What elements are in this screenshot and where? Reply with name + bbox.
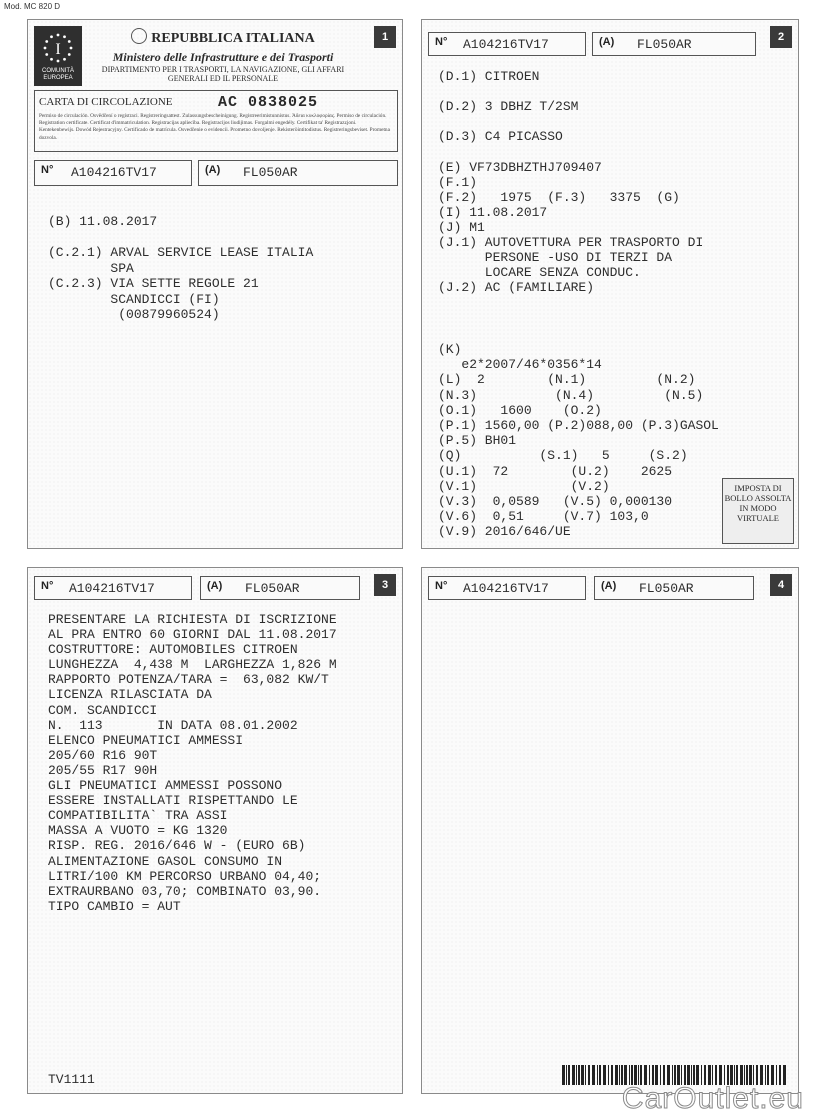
text-line: (N.3) (N.4) (N.5): [438, 387, 704, 403]
plate-field: [200, 576, 360, 600]
text-line: ELENCO PNEUMATICI AMMESSI: [48, 732, 244, 748]
text-line: (D.3) C4 PICASSO: [438, 129, 563, 145]
text-line: GLI PNEUMATICI AMMESSI POSSONO: [48, 778, 283, 794]
text-line: [438, 114, 703, 129]
text-line: SPA: [48, 260, 134, 276]
text-line: (L) 2 (N.1) (N.2): [438, 372, 696, 388]
text-line: COM. SCANDICCI: [48, 702, 158, 718]
registration-page-4: [421, 567, 799, 1094]
text-line: (P.5) BH01: [438, 433, 517, 449]
multilanguage-title: Permiso de circulación. Osvědčení o registraci. Registreringsattest. Zulassungsbescheinigung. Registreerimistunnistus. Άδεια κυκλοφορίας. Permiso de circulación. Registration certificate. Certificat d'immatriculation. Registracijas apliecība. Registracijos liudijimas. Forgalmi engedély. Certifikat ta' Registrazzjoni. Kentekenbewijs. Dowód Rejestracyjny. Certificado de matrícula. Osvedčenie o evidencii. Prometno dovoljenje. Rekisteröintitodistus. Registreringsbeviset. Prometna dozvola.: [39, 113, 390, 141]
holder-details: [48, 214, 313, 323]
plate-label: (A): [205, 164, 221, 176]
number-value: A104216TV17: [69, 581, 155, 596]
text-line: SCANDICCI (FI): [48, 291, 220, 307]
text-line: PERSONE -USO DI TERZI DA: [438, 250, 673, 266]
text-line: (D.1) CITROEN: [438, 69, 540, 84]
registration-page-2: [421, 19, 799, 549]
department-name: DIPARTIMENTO PER I TRASPORTI, LA NAVIGAZIONE, GLI AFFARI GENERALI ED IL PERSONALE: [101, 65, 345, 83]
plate-label: (A): [207, 580, 223, 592]
watermark: CarOutlet.eu: [621, 1082, 804, 1115]
plate-label: (A): [601, 580, 617, 592]
text-line: (Q) (S.1) 5 (S.2): [438, 448, 688, 464]
text-line: TIPO CAMBIO = AUT: [48, 898, 181, 914]
number-field: [34, 160, 192, 186]
page-number-badge: 4: [770, 574, 792, 596]
plate-value: FL050AR: [637, 37, 692, 52]
eu-stars-icon: [38, 30, 78, 66]
number-label: N°: [41, 580, 54, 592]
plate-value: FL050AR: [243, 165, 298, 180]
text-line: (K): [438, 342, 462, 357]
page-number-badge: 1: [374, 26, 396, 48]
number-field: [428, 576, 586, 600]
text-line: (I) 11.08.2017: [438, 204, 548, 220]
plate-field: [594, 576, 754, 600]
text-line: (C.2.3) VIA SETTE REGOLE 21: [48, 276, 259, 291]
text-line: [438, 84, 703, 99]
document-number: AC 0838025: [218, 94, 319, 111]
number-field: [34, 576, 192, 600]
text-line: AL PRA ENTRO 60 GIORNI DAL 11.08.2017: [48, 627, 337, 643]
text-line: MASSA A VUOTO = KG 1320: [48, 823, 228, 839]
text-line: N. 113 IN DATA 08.01.2002: [48, 717, 298, 733]
ministry-header: [88, 24, 358, 86]
text-line: (P.1) 1560,00 (P.2)088,00 (P.3)GASOL: [438, 418, 719, 434]
plate-value: FL050AR: [639, 581, 694, 596]
text-line: (V.1) (V.2): [438, 478, 610, 494]
number-value: A104216TV17: [463, 581, 549, 596]
plate-value: FL050AR: [245, 581, 300, 596]
plate-field: [592, 32, 756, 56]
text-line: LUNGHEZZA 4,438 M LARGHEZZA 1,826 M: [48, 657, 337, 673]
text-line: (F.2) 1975 (F.3) 3375 (G): [438, 189, 680, 205]
text-line: (F.1): [438, 174, 478, 190]
number-field: [428, 32, 586, 56]
text-line: 205/60 R16 90T: [48, 747, 158, 763]
text-line: e2*2007/46*0356*14: [438, 357, 602, 373]
text-line: [48, 230, 313, 246]
document-title-box: [34, 90, 398, 152]
page-number-badge: 3: [374, 574, 396, 596]
text-line: EXTRAURBANO 03,70; COMBINATO 03,90.: [48, 883, 322, 899]
text-line: 205/55 R17 90H: [48, 762, 158, 778]
text-line: (E) VF73DBHZTHJ709407: [438, 159, 602, 175]
text-line: (U.1) 72 (U.2) 2625: [438, 463, 673, 479]
text-line: (J.2) AC (FAMILIARE): [438, 280, 595, 296]
plate-field: [198, 160, 398, 186]
page-number-badge: 2: [770, 26, 792, 48]
text-line: PRESENTARE LA RICHIESTA DI ISCRIZIONE: [48, 612, 337, 627]
ministry-name: Ministero delle Infrastrutture e dei Trasporti: [112, 50, 334, 64]
document-title: CARTA DI CIRCOLAZIONE: [39, 96, 173, 108]
text-line: (V.9) 2016/646/UE: [438, 524, 571, 540]
number-label: N°: [435, 36, 448, 48]
text-line: COSTRUTTORE: AUTOMOBILES CITROEN: [48, 642, 298, 658]
notes-text: [48, 612, 337, 914]
model-code: Mod. MC 820 D: [4, 2, 61, 11]
text-line: (J) M1: [438, 219, 485, 235]
text-line: (J.1) AUTOVETTURA PER TRASPORTO DI: [438, 235, 704, 251]
text-line: (C.2.1) ARVAL SERVICE LEASE ITALIA: [48, 245, 314, 260]
republic-emblem-icon: [131, 28, 147, 44]
vehicle-details: [438, 69, 703, 295]
text-line: ALIMENTAZIONE GASOL CONSUMO IN: [48, 853, 283, 869]
number-value: A104216TV17: [71, 165, 157, 180]
registration-page-3: [27, 567, 403, 1094]
text-line: (V.6) 0,51 (V.7) 103,0: [438, 509, 649, 525]
eu-flag: [34, 26, 82, 86]
registration-page-1: [27, 19, 403, 549]
text-line: RAPPORTO POTENZA/TARA = 63,082 KW/T: [48, 672, 329, 688]
text-line: (O.1) 1600 (O.2): [438, 402, 602, 418]
text-line: (00879960524): [48, 307, 220, 322]
text-line: LOCARE SENZA CONDUC.: [438, 265, 641, 281]
number-value: A104216TV17: [463, 37, 549, 52]
text-line: LICENZA RILASCIATA DA: [48, 687, 212, 703]
number-label: N°: [41, 164, 54, 176]
text-line: ESSERE INSTALLATI RISPETTANDO LE: [48, 793, 298, 809]
republic-title: REPUBBLICA ITALIANA: [151, 31, 315, 46]
text-line: [438, 144, 703, 159]
number-label: N°: [435, 580, 448, 592]
office-code: TV1111: [48, 1072, 95, 1087]
eu-label: COMUNITÀ EUROPEA: [42, 68, 74, 81]
plate-label: (A): [599, 36, 615, 48]
text-line: (V.3) 0,0589 (V.5) 0,000130: [438, 494, 673, 510]
text-line: RISP. REG. 2016/646 W - (EURO 6B): [48, 838, 306, 854]
stamp-duty-box: IMPOSTA DI BOLLO ASSOLTA IN MODO VIRTUALE: [722, 478, 794, 544]
eu-country-letter: I: [55, 41, 61, 58]
text-line: LITRI/100 KM PERCORSO URBANO 04,40;: [48, 868, 322, 884]
text-line: (B) 11.08.2017: [48, 214, 158, 229]
text-line: (D.2) 3 DBHZ T/2SM: [438, 99, 579, 115]
text-line: COMPATIBILITA` TRA ASSI: [48, 808, 228, 824]
technical-details: [438, 342, 719, 540]
